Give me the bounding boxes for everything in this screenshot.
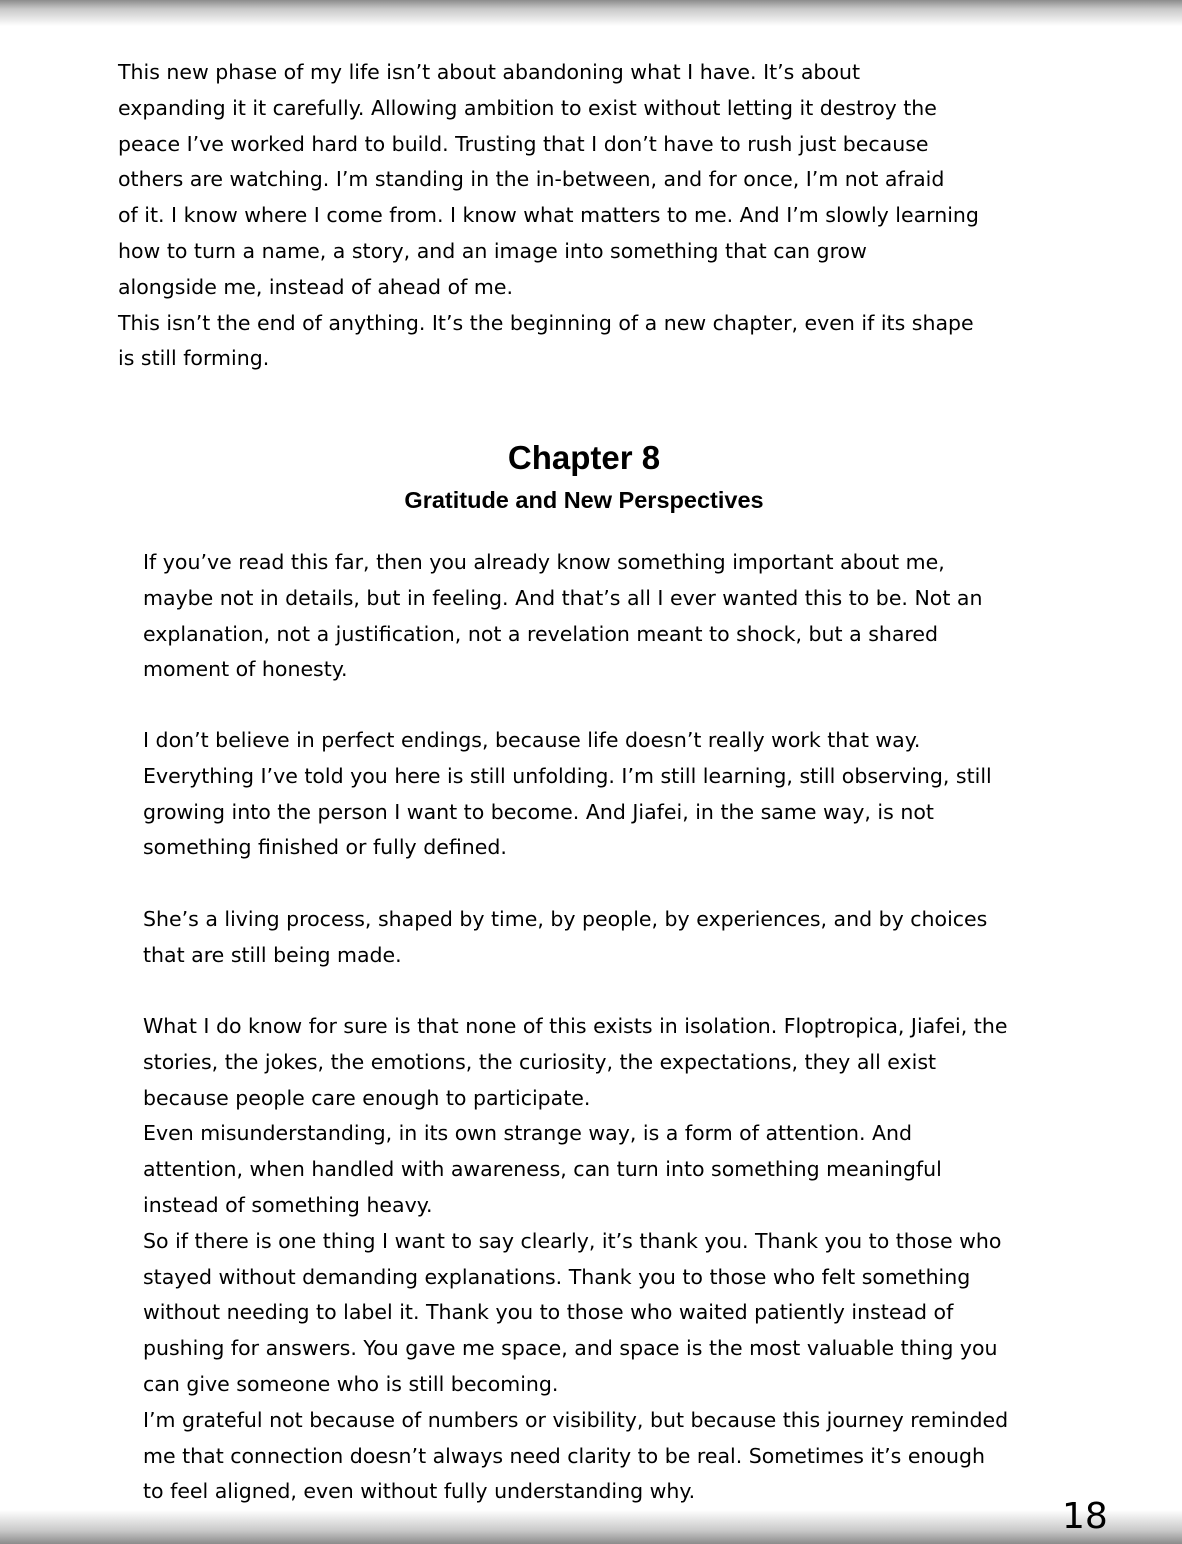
chapter-subtitle: Gratitude and New Perspectives bbox=[404, 487, 764, 513]
text-line: She’s a living process, shaped by time, by people, by experiences, and by choices bbox=[143, 907, 988, 931]
text-line: I’m grateful not because of numbers or visibility, but because this journey reminded bbox=[143, 1407, 1009, 1432]
text-line: attention, when handled with awareness, can turn into something meaningful bbox=[143, 1157, 942, 1182]
text-line: can give someone who is still becoming. bbox=[143, 1371, 559, 1396]
text-line: This new phase of my life isn’t about abandoning what I have. It’s about bbox=[118, 60, 861, 84]
text-line: expanding it it carefully. Allowing ambition to exist without letting it destroy the bbox=[118, 95, 937, 120]
text-line: Even misunderstanding, in its own strange way, is a form of attention. And bbox=[143, 1121, 913, 1146]
text-line: stories, the jokes, the emotions, the curiosity, the expectations, they all exist bbox=[143, 1049, 937, 1074]
text-line: moment of honesty. bbox=[143, 657, 348, 682]
text-line: me that connection doesn’t always need clarity to be real. Sometimes it’s enough bbox=[143, 1443, 985, 1468]
text-line: is still forming. bbox=[118, 346, 270, 371]
page-bottom-shadow bbox=[0, 1510, 1182, 1544]
text-line: alongside me, instead of ahead of me. bbox=[118, 274, 513, 299]
text-line: Everything I’ve told you here is still unfolding. I’m still learning, still observing, still bbox=[143, 763, 992, 788]
paragraph-honesty bbox=[143, 545, 982, 688]
text-line: This isn’t the end of anything. It’s the beginning of a new chapter, even if its shape bbox=[118, 310, 974, 335]
chapter-heading: Chapter 8 bbox=[507, 439, 661, 476]
text-line: growing into the person I want to become. And Jiafei, in the same way, is not bbox=[143, 799, 934, 824]
text-line: without needing to label it. Thank you to those who waited patiently instead of bbox=[143, 1300, 954, 1325]
text-line: instead of something heavy. bbox=[143, 1192, 433, 1217]
text-line: because people care enough to participate. bbox=[143, 1085, 591, 1110]
text-line: peace I’ve worked hard to build. Trusting that I don’t have to rush just because bbox=[118, 131, 929, 156]
paragraph-endings bbox=[143, 723, 992, 866]
text-line: of it. I know where I come from. I know what matters to me. And I’m slowly learning bbox=[118, 203, 979, 228]
text-line: maybe not in details, but in feeling. And that’s all I ever wanted this to be. Not an bbox=[143, 585, 983, 610]
text-line: others are watching. I’m standing in the in-between, and for once, I’m not afraid bbox=[118, 167, 945, 192]
text-line: to feel aligned, even without fully understanding why. bbox=[143, 1479, 696, 1504]
paragraph-gratitude bbox=[143, 1009, 1008, 1510]
text-line: If you’ve read this far, then you already know something important about me, bbox=[143, 550, 945, 574]
paragraph-living-process bbox=[143, 902, 987, 974]
intro-paragraph bbox=[118, 55, 979, 377]
text-line: something finished or fully defined. bbox=[143, 835, 507, 860]
page-number: 18 bbox=[1062, 1496, 1108, 1537]
text-line: So if there is one thing I want to say clearly, it’s thank you. Thank you to those who bbox=[143, 1228, 1002, 1253]
text-line: I don’t believe in perfect endings, because life doesn’t really work that way. bbox=[143, 728, 921, 752]
text-line: stayed without demanding explanations. Thank you to those who felt something bbox=[143, 1264, 971, 1289]
text-line: explanation, not a justification, not a revelation meant to shock, but a shared bbox=[143, 621, 939, 646]
text-line: What I do know for sure is that none of this exists in isolation. Floptropica, Jiafei, the bbox=[143, 1014, 1008, 1038]
text-line: pushing for answers. You gave me space, and space is the most valuable thing you bbox=[143, 1336, 998, 1361]
page-top-shadow bbox=[0, 0, 1182, 26]
text-line: how to turn a name, a story, and an image into something that can grow bbox=[118, 238, 867, 263]
text-line: that are still being made. bbox=[143, 942, 402, 967]
